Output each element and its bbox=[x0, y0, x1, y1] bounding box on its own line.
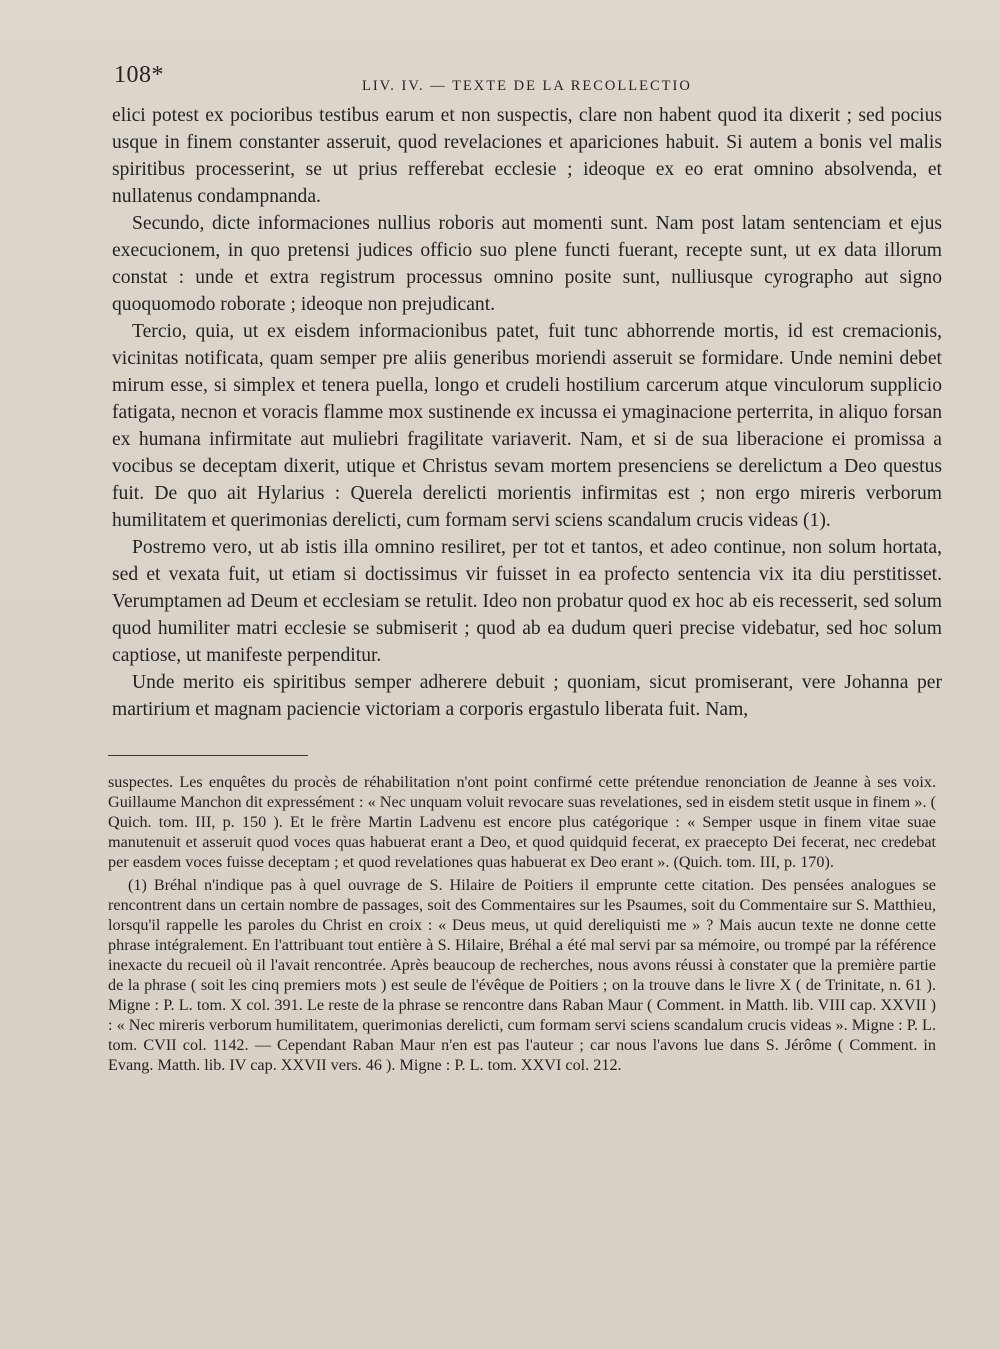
footnote-1: (1) Bréhal n'indique pas à quel ouvrage de S. Hilaire de Poitiers il emprunte cette citation. Des pensées analogues se rencontrent dans un certain nombre de passages, soit des Commentaires sur les Psaumes, soit du Commentaire sur S. Matthieu, lorsqu'il rappelle les paroles du Christ en croix : « Deus meus, ut quid dereliquisti me » ? Mais aucun texte ne donne cette phrase intégralement. En l'attribuant tout entière à S. Hilaire, Bréhal a été mal servi par sa mémoire, ou trompé par la référence inexacte du recueil où il l'avait rencontrée. Après beaucoup de recherches, nous avons réussi à constater que la première partie de la phrase ( soit les cinq premiers mots ) est seule de l'évêque de Poitiers ; on la trouve dans le livre X ( de Trinitate, n. 61 ). Migne : P. L. tom. X col. 391. Le reste de la phrase se rencontre dans Raban Maur ( Comment. in Matth. lib. VIII cap. XXVII ) : « Nec mireris verborum humilitatem, querimonias derelicti, cum formam servi sciens scandalum crucis videas ». Migne : P. L. tom. CVII col. 1142. — Cependant Raban Maur n'en est pas l'auteur ; car nous l'avons lue dans S. Jérôme ( Comment. in Evang. Matth. lib. IV cap. XXVII vers. 46 ). Migne : P. L. tom. XXVI col. 212. bbox=[108, 876, 936, 1074]
paragraph-postremo: Postremo vero, ut ab istis illa omnino resiliret, per tot et tantos, et adeo continue, non solum hortata, sed et vexata fuit, ut etiam si doctissimus vir fuisset in ea profecto sentencia vix ita diu perstitisset. Verumptamen ad Deum et ecclesiam se retulit. Ideo non probatur quod ex hoc ab eis recesserit, sed solum quod humiliter matri ecclesie se submiserit ; quod ab ea dudum queri precise videbatur, sed hoc solum captiose, ut manifeste perpenditur. bbox=[112, 537, 942, 666]
paragraph-secundo: Secundo, dicte informaciones nullius roboris aut momenti sunt. Nam post latam sentenciam et ejus execucionem, in quo pretensi judices officio suo plene functi fuerant, recepte sunt, ut ex data illorum constat : unde et extra registrum processus omnino posite sunt, nulliusque cyrographo aut signo quoquomodo roborate ; ideoque non prejudicant. bbox=[112, 213, 942, 315]
running-head bbox=[114, 62, 944, 96]
footnotes bbox=[108, 772, 936, 1078]
footnote-divider bbox=[108, 755, 308, 756]
main-text bbox=[112, 102, 942, 723]
running-title: LIV. IV. — TEXTE DE LA RECOLLECTIO bbox=[362, 78, 692, 94]
page-number: 108* bbox=[114, 62, 164, 88]
paragraph-unde: Unde merito eis spiritibus semper adherere debuit ; quoniam, sicut promiserant, vere Johanna per martirium et magnam paciencie victoriam a corporis ergastulo liberata fuit. Nam, bbox=[112, 672, 942, 720]
footnote-continued: suspectes. Les enquêtes du procès de réhabilitation n'ont point confirmé cette prétendue renonciation de Jeanne à ses voix. Guillaume Manchon dit expressément : « Nec unquam voluit revocare suas revelationes, sed in eisdem stetit usque in finem ». ( Quich. tom. III, p. 150 ). Et le frère Martin Ladvenu est encore plus catégorique : « Semper usque in finem vitae suae manutenuit et asseruit quod voces quas habuerat erant a Deo, et quod quidquid fecerat, ex praecepto Dei fecerat, nec credebat per easdem voces fuisse deceptam ; et quod revelationes quas habuerat ex Deo erant ». (Quich. tom. III, p. 170). bbox=[108, 773, 936, 871]
paragraph-tercio: Tercio, quia, ut ex eisdem informacionibus patet, fuit tunc abhorrende mortis, id est cremacionis, vicinitas notificata, quam semper pre aliis generibus moriendi asseruit se formidare. Unde nemini debet mirum esse, si simplex et tenera puella, longo et crudeli hostilium carcerum atque vinculorum supplicio fatigata, necnon et voracis flamme mox sustinende ex incussa ei ymaginacione perterrita, in aliquo forsan ex humana infirmitate aut muliebri fragilitate variaverit. Nam, et si de sua liberacione ei promissa a vocibus se deceptam dixerit, utique et Christus sevam mortem presenciens se derelictum a Deo questus fuit. De quo ait Hylarius : Querela derelicti morientis infirmitas est ; non ergo mireris verborum humilitatem et querimonias derelicti, cum formam servi sciens scandalum crucis videas (1). bbox=[112, 321, 942, 531]
paragraph-continuation: elici potest ex pocioribus testibus earum et non suspectis, clare non habent quod ita dixerit ; sed pocius usque in finem constanter asseruit, quod revelaciones et apariciones habuit. Si autem a bonis vel malis spiritibus processerint, se ut prius refferebat ecclesie ; ideoque ex eo erat omnino absolvenda, et nullatenus condampnanda. bbox=[112, 105, 942, 207]
